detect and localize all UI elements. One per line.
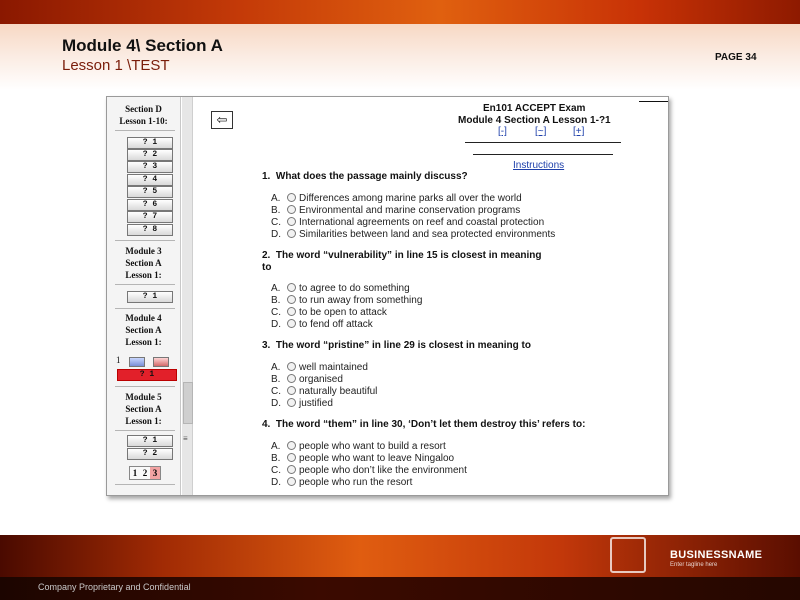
module-3-line2: Section A [125, 258, 162, 268]
nav-divider [115, 386, 175, 387]
nav-button-m5-1[interactable]: ? 1 [127, 435, 173, 447]
option-letter: B. [271, 295, 281, 306]
option-letter: C. [271, 307, 281, 318]
nav-divider [115, 284, 175, 285]
question-4 [262, 419, 585, 430]
back-arrow-icon[interactable]: ⇦ [211, 111, 233, 129]
slide-title: Module 4\ Section A [62, 36, 223, 55]
scrollbar-thumb[interactable] [183, 382, 193, 424]
page-1-link[interactable]: 1 [132, 468, 138, 478]
option-text: to fend off attack [299, 319, 373, 330]
option-3b[interactable] [271, 374, 343, 386]
flag-icon[interactable] [129, 357, 145, 367]
section-d-line1: Section D [125, 104, 162, 114]
business-tagline: Enter tagline here [670, 562, 718, 568]
option-text: people who want to build a resort [299, 441, 446, 452]
section-d-line2: Lesson 1-10: [119, 116, 168, 126]
nav-button-d8[interactable]: ? 8 [127, 224, 173, 236]
nav-button-m4-1-active[interactable]: ? 1 [117, 369, 177, 381]
option-4c[interactable] [271, 465, 467, 477]
radio-button[interactable] [287, 193, 296, 202]
question-text: The word “vulnerability” in line 15 is closest in meaning [275, 250, 542, 261]
slide-subtitle: Lesson 1 \TEST [62, 57, 170, 74]
option-letter: A. [271, 193, 281, 204]
option-text: Environmental and marine conservation programs [299, 205, 521, 216]
module-3-heading [107, 245, 180, 281]
question-text: The word “pristine” in line 29 is closest in meaning to [275, 340, 531, 351]
nav-button-m3-1[interactable]: ? 1 [127, 291, 173, 303]
radio-button[interactable] [287, 477, 296, 486]
option-text: people who don’t like the environment [299, 465, 467, 476]
module-5-line3: Lesson 1: [125, 416, 162, 426]
nav-button-m5-2[interactable]: ? 2 [127, 448, 173, 460]
radio-button[interactable] [287, 217, 296, 226]
option-1d[interactable] [271, 229, 555, 241]
restore-link[interactable]: [~] [535, 126, 547, 137]
question-number: 3. [262, 340, 271, 351]
option-1c[interactable] [271, 217, 544, 229]
option-letter: C. [271, 386, 281, 397]
module-4-number: 1 [116, 355, 121, 365]
option-letter: B. [271, 205, 281, 216]
nav-divider [115, 430, 175, 431]
radio-button[interactable] [287, 398, 296, 407]
option-text: International agreements on reef and coastal protection [299, 217, 545, 228]
option-letter: D. [271, 319, 281, 330]
page-3-link[interactable]: 3 [150, 467, 160, 479]
option-text: Differences among marine parks all over the world [299, 193, 522, 204]
module-4-heading [107, 312, 180, 348]
exam-screenshot [106, 96, 669, 496]
module-4-line2: Section A [125, 325, 162, 335]
divider-rule [473, 154, 613, 155]
question-1 [262, 171, 468, 182]
option-text: people who want to leave Ningaloo [299, 453, 455, 464]
exam-title: En101 ACCEPT Exam [483, 103, 586, 114]
lesson-navigation-panel [107, 97, 181, 495]
section-d-heading [107, 103, 180, 127]
option-4a[interactable] [271, 441, 446, 453]
nav-button-d3[interactable]: ? 3 [127, 161, 173, 173]
exam-subtitle: Module 4 Section A Lesson 1-?1 [458, 115, 611, 126]
nav-button-d7[interactable]: ? 7 [127, 211, 173, 223]
question-number: 4. [262, 419, 271, 430]
question-2 [262, 250, 542, 261]
question-number: 2. [262, 250, 271, 261]
option-letter: A. [271, 362, 281, 373]
nav-button-d1[interactable]: ? 1 [127, 137, 173, 149]
module-3-line1: Module 3 [125, 246, 162, 256]
collapse-link[interactable]: [-] [498, 126, 507, 137]
nav-button-d2[interactable]: ? 2 [127, 149, 173, 161]
radio-button[interactable] [287, 374, 296, 383]
radio-button[interactable] [287, 386, 296, 395]
list-icon[interactable] [153, 357, 169, 367]
radio-button[interactable] [287, 229, 296, 238]
option-3a[interactable] [271, 362, 368, 374]
option-text: justified [299, 398, 333, 409]
option-text: Similarities between land and sea protected environments [299, 229, 556, 240]
radio-button[interactable] [287, 307, 296, 316]
option-text: people who run the resort [299, 477, 413, 488]
nav-divider [115, 240, 175, 241]
option-4d[interactable] [271, 477, 412, 489]
option-text: well maintained [299, 362, 368, 373]
radio-button[interactable] [287, 441, 296, 450]
option-4b[interactable] [271, 453, 454, 465]
option-letter: D. [271, 477, 281, 488]
nav-button-d4[interactable]: ? 4 [127, 174, 173, 186]
radio-button[interactable] [287, 362, 296, 371]
expand-link[interactable]: [+] [573, 126, 585, 137]
confidential-notice: Company Proprietary and Confidential [38, 582, 191, 592]
option-letter: A. [271, 283, 281, 294]
exam-content [193, 97, 668, 495]
option-2c[interactable] [271, 307, 387, 319]
top-gradient-bar [0, 0, 800, 24]
scroll-grip-icon: ≡ [183, 434, 188, 443]
option-1b[interactable] [271, 205, 520, 217]
radio-button[interactable] [287, 465, 296, 474]
option-text: to be open to attack [299, 307, 387, 318]
module-5-line2: Section A [125, 404, 162, 414]
option-letter: B. [271, 374, 281, 385]
presentation-icon [610, 537, 646, 573]
option-1a[interactable] [271, 193, 522, 205]
option-3d[interactable] [271, 398, 333, 410]
nav-button-d6[interactable]: ? 6 [127, 199, 173, 211]
nav-divider [115, 484, 175, 485]
instructions-link[interactable]: Instructions [513, 160, 565, 171]
question-text: The word “them” in line 30, ‘Don’t let them destroy this’ refers to: [275, 419, 586, 430]
divider-rule [465, 142, 621, 143]
option-letter: D. [271, 229, 281, 240]
question-2-continued: to [262, 262, 272, 273]
question-number: 1. [262, 171, 271, 182]
module-4-line1: Module 4 [125, 313, 162, 323]
module-5-heading [107, 391, 180, 427]
option-2b[interactable] [271, 295, 422, 307]
radio-button[interactable] [287, 295, 296, 304]
radio-button[interactable] [287, 453, 296, 462]
page-2-link[interactable]: 2 [142, 468, 148, 478]
option-text: to run away from something [299, 295, 423, 306]
option-2a[interactable] [271, 283, 410, 295]
option-letter: A. [271, 441, 281, 452]
radio-button[interactable] [287, 205, 296, 214]
radio-button[interactable] [287, 283, 296, 292]
question-text: What does the passage mainly discuss? [275, 171, 468, 182]
option-text: to agree to do something [299, 283, 410, 294]
module-3-line3: Lesson 1: [125, 270, 162, 280]
option-letter: D. [271, 398, 281, 409]
nav-button-d5[interactable]: ? 5 [127, 186, 173, 198]
business-name: BUSINESSNAME [670, 549, 763, 561]
nav-divider [115, 308, 175, 309]
top-edge-line [639, 101, 669, 102]
option-letter: C. [271, 465, 281, 476]
option-letter: B. [271, 453, 281, 464]
module-5-line1: Module 5 [125, 392, 162, 402]
option-3c[interactable] [271, 386, 377, 398]
option-letter: C. [271, 217, 281, 228]
page-selector [129, 466, 161, 480]
business-logo [610, 537, 770, 573]
nav-divider [115, 130, 175, 131]
page-number: PAGE 34 [715, 52, 757, 63]
radio-button[interactable] [287, 319, 296, 328]
option-text: naturally beautiful [299, 386, 378, 397]
module-4-line3: Lesson 1: [125, 337, 162, 347]
option-2d[interactable] [271, 319, 373, 331]
question-3 [262, 340, 531, 351]
option-text: organised [299, 374, 343, 385]
